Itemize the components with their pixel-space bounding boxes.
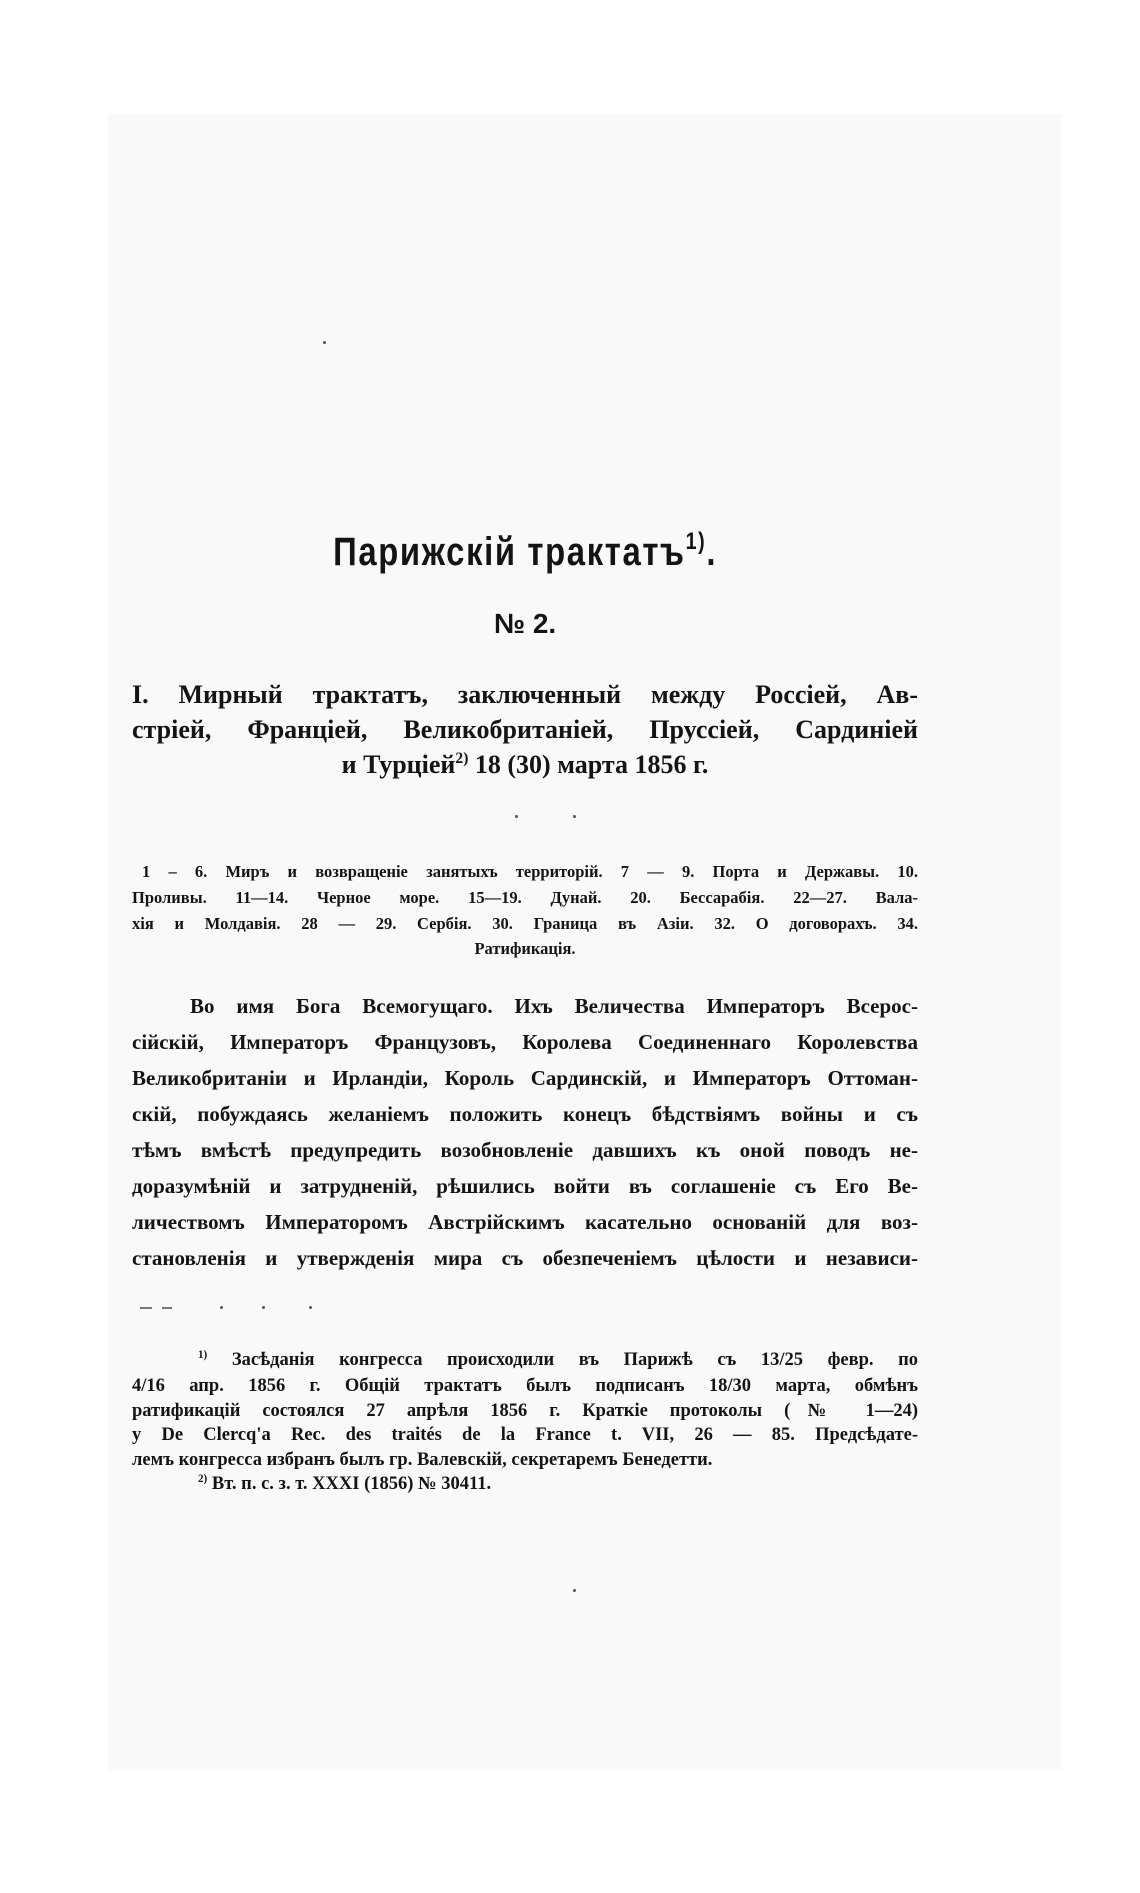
footnote-1-text: Засѣданія конгресса происходили въ Парижѣ съ 13/25 февр. по: [207, 1350, 918, 1370]
summary-line: Проливы. 11—14. Черное море. 15—19. Дунай. 20. Бессарабія. 22—27. Вала-: [132, 887, 918, 907]
articles-summary: [132, 859, 918, 962]
heading-line: [132, 747, 918, 786]
heading-last-text: и Турціей: [341, 750, 456, 779]
paragraph-line: Великобританіи и Ирландіи, Король Сардинскій, и Императоръ Оттоман-: [132, 1066, 918, 1090]
footnote-2-marker: 2): [198, 1472, 208, 1485]
paragraph-line: становленія и утвержденія мира съ обезпеченіемъ цѣлости и независи-: [132, 1246, 918, 1270]
footnote-1-line: 4/16 апр. 1856 г. Общій трактатъ былъ подписанъ 18/30 марта, обмѣнъ: [132, 1376, 918, 1397]
footnote-1-line: [132, 1348, 918, 1374]
document-number: № 2.: [493, 608, 557, 639]
footnote-1-line: ратификацій состоялся 27 апрѣля 1856 г. Краткіе протоколы (№ 1—24): [132, 1400, 918, 1421]
summary-line: хія и Молдавія. 28 — 29. Сербія. 30. Граница въ Азіи. 32. О договорахъ. 34.: [132, 913, 918, 933]
scan-mark: [162, 1307, 172, 1309]
title-end: .: [706, 530, 717, 574]
summary-line: Ратификація.: [474, 939, 576, 959]
document-title: [132, 526, 918, 578]
heading-date: 18 (30) марта 1856 г.: [468, 750, 709, 779]
scan-speck: [323, 341, 326, 344]
heading-line: I. Мирный трактатъ, заключенный между Россіей, Ав-: [132, 680, 918, 709]
scan-speck: [220, 1306, 223, 1309]
footnote-2-line: [132, 1472, 918, 1498]
paragraph-line: тѣмъ вмѣстѣ предупредить возобновленіе давшихъ къ оной поводъ не-: [132, 1138, 918, 1162]
paragraph-line: Во имя Бога Всемогущаго. Ихъ Величества Императоръ Всерос-: [190, 994, 918, 1018]
paragraph-line: личествомъ Императоромъ Австрійскимъ касательно основаній для воз-: [132, 1210, 918, 1234]
scan-speck: [262, 1306, 265, 1309]
preamble-paragraph: [132, 988, 918, 1276]
treaty-heading: [132, 677, 918, 786]
footnote-1-marker: 1): [198, 1348, 208, 1361]
scan-speck: [573, 815, 576, 818]
scan-speck: [515, 815, 518, 818]
footnotes: [132, 1348, 918, 1498]
paragraph-line: доразумѣній и затрудненій, рѣшились войти въ соглашеніе съ Его Ве-: [132, 1174, 918, 1198]
footnote-2-text: Вт. п. с. з. т. XXXI (1856) № 30411.: [207, 1474, 492, 1495]
paragraph-line: скій, побуждаясь желаніемъ положить конецъ бѣдствіямъ войны и съ: [132, 1102, 918, 1126]
paragraph-line: сійскій, Императоръ Французовъ, Королева Соединеннаго Королевства: [132, 1030, 918, 1054]
scan-speck: [573, 1589, 576, 1592]
heading-footnote-marker: 2): [455, 749, 469, 767]
footnote-1-line: лемъ конгресса избранъ былъ гр. Валевскій, секретаремъ Бенедетти.: [132, 1449, 713, 1470]
footnote-1-line: у De Clercq'a Rec. des traités de la France t. VII, 26 — 85. Предсѣдате-: [132, 1425, 918, 1446]
heading-line: стріей, Франціей, Великобританіей, Пруссіей, Сардиніей: [132, 715, 918, 744]
summary-line: 1 – 6. Миръ и возвращеніе занятыхъ территорій. 7 — 9. Порта и Державы. 10.: [142, 862, 918, 881]
title-text: Парижскій трактатъ: [333, 530, 686, 574]
title-footnote-marker: 1): [685, 528, 707, 556]
scan-speck: [309, 1306, 312, 1309]
scan-mark: [140, 1307, 152, 1309]
